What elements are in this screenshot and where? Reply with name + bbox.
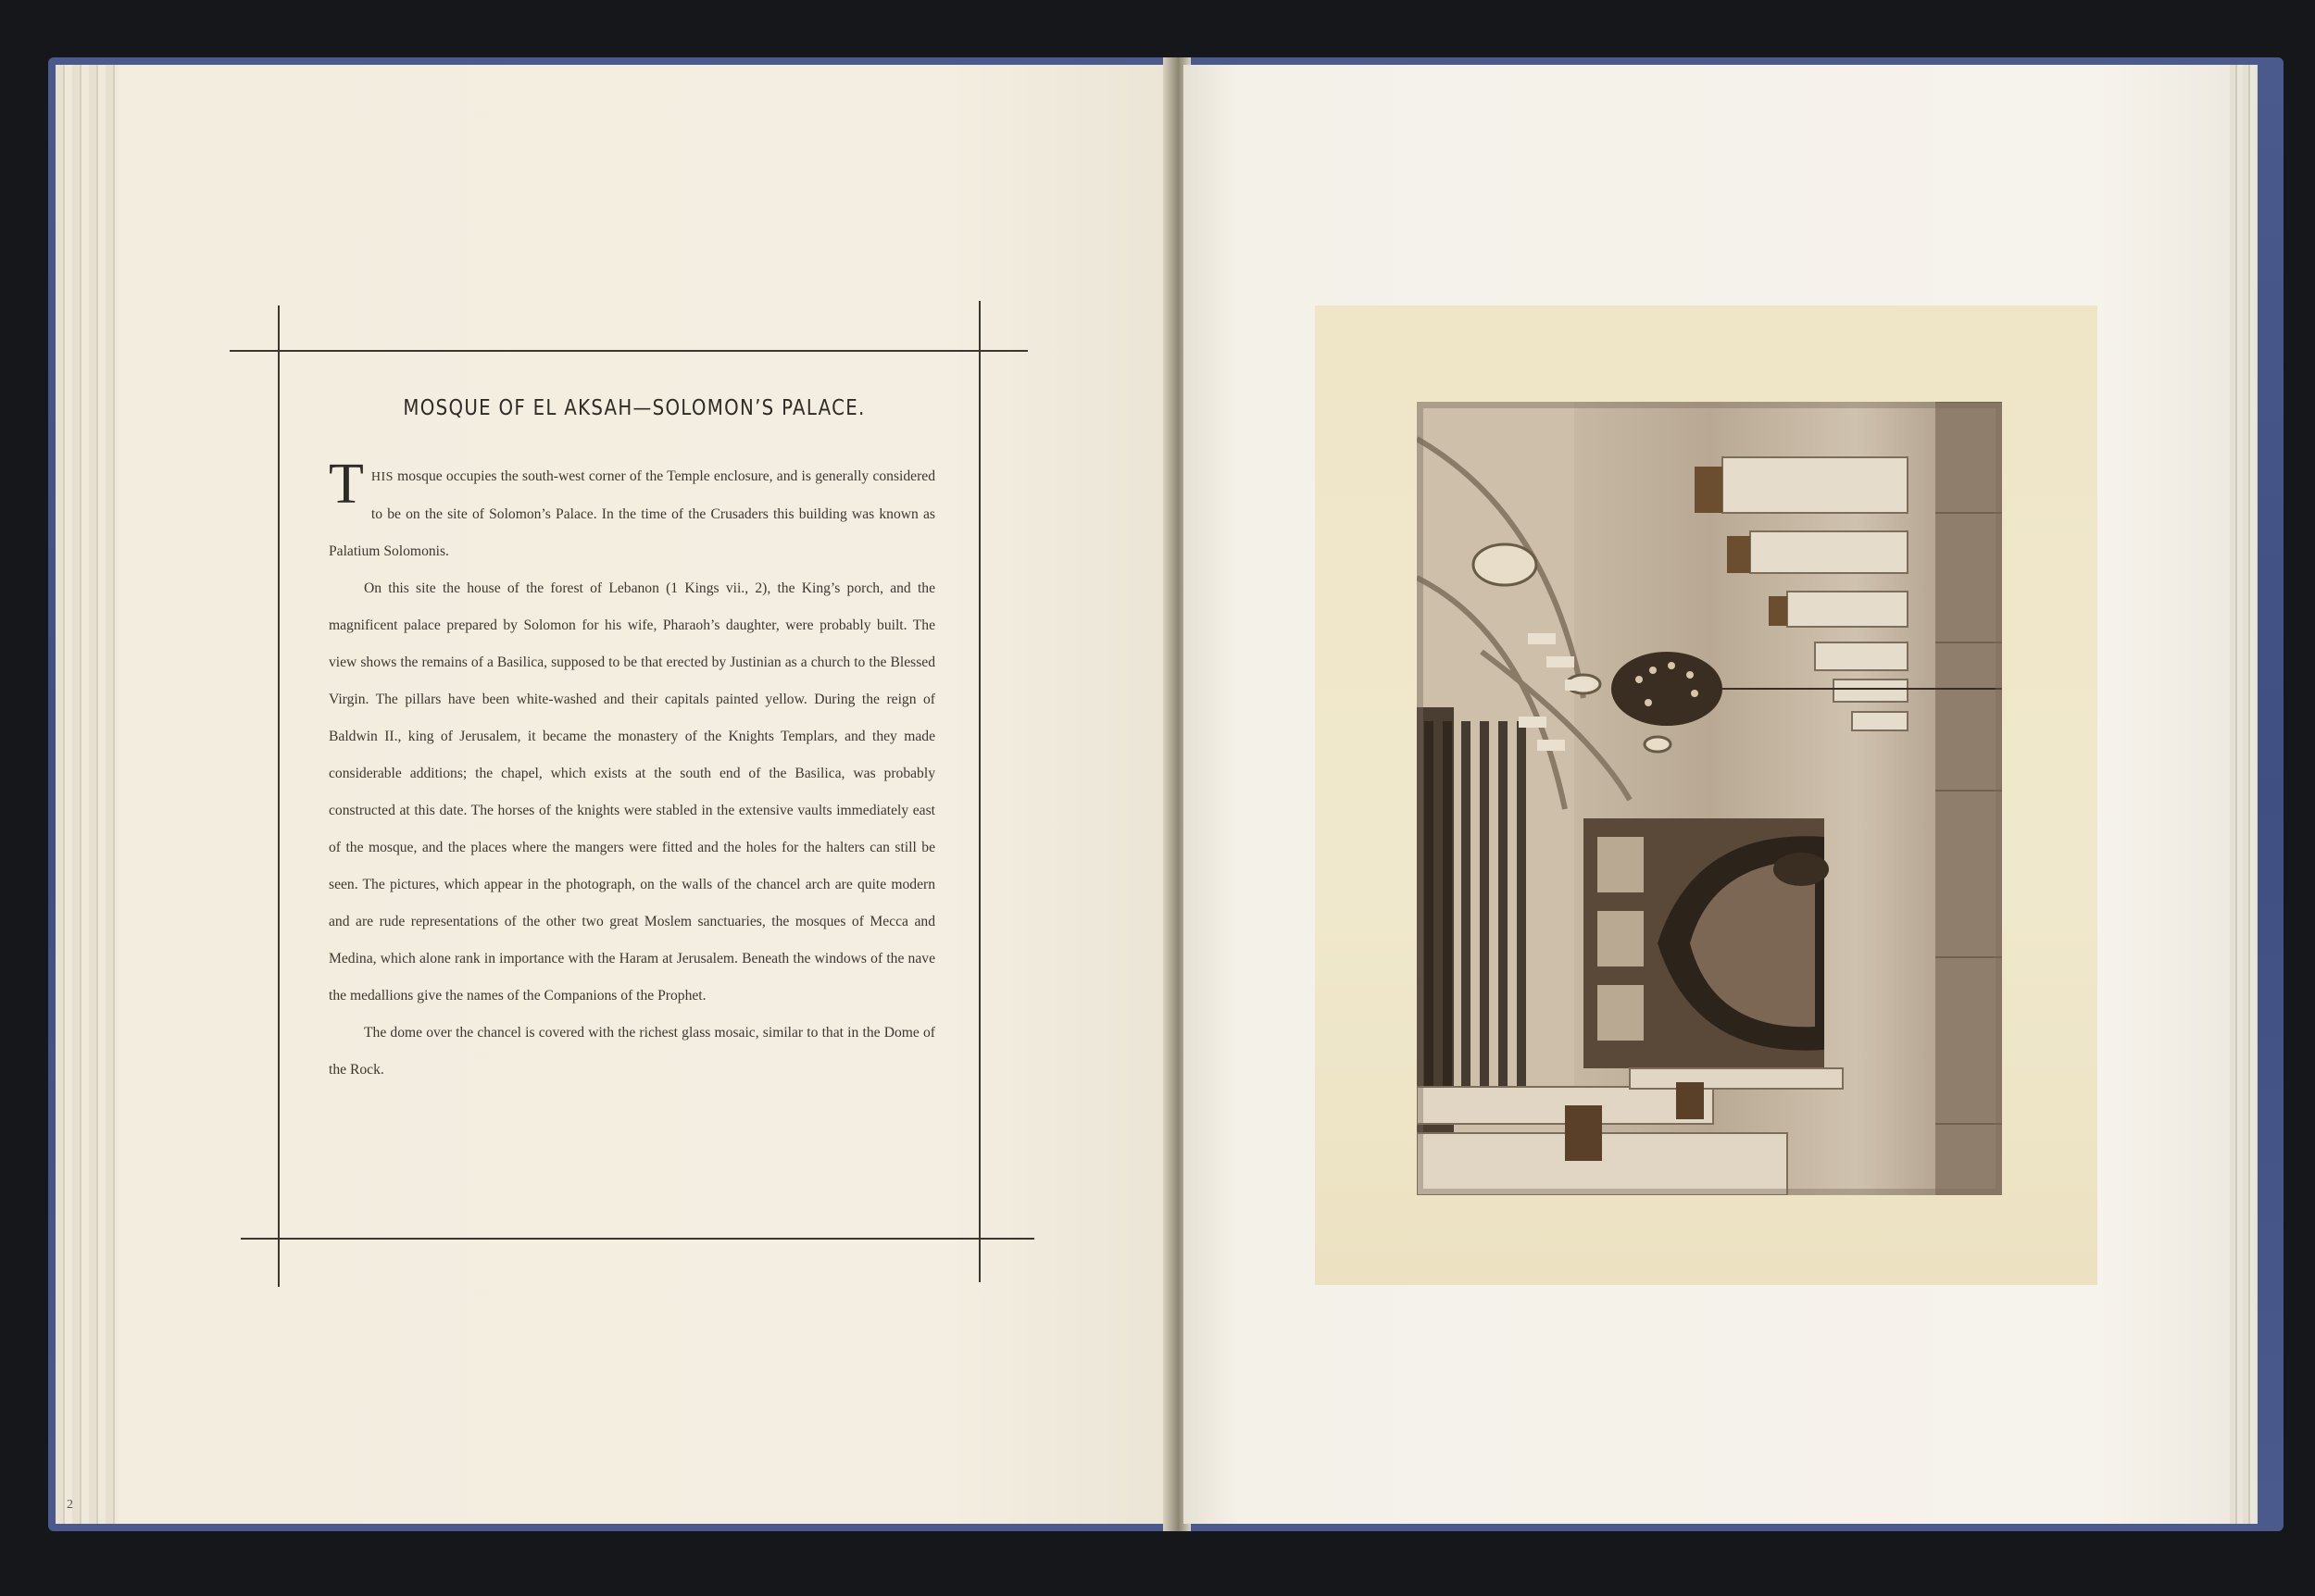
photo-illustration xyxy=(1417,402,2002,1195)
page-number: 2 xyxy=(67,1498,73,1512)
mosque-interior-photograph xyxy=(1417,402,2002,1195)
paragraph-1-text: mosque occupies the south-west corner of the Temple enclosure, and is generally considered to be on the site of Solomon’s Palace. In the time of the Crusaders this building was known as Palatium Solomonis. xyxy=(329,468,935,559)
page-edges xyxy=(56,65,119,1524)
paragraph-1 xyxy=(329,453,935,570)
frame-line-left xyxy=(278,305,280,1287)
frame-line-top xyxy=(230,350,1028,352)
body-text xyxy=(329,453,935,1089)
page-title: MOSQUE OF EL AKSAH—SOLOMON’S PALACE. xyxy=(403,396,866,420)
drop-cap: T xyxy=(329,453,364,516)
paragraph-3: The dome over the chancel is covered with the richest glass mosaic, similar to that in the Dome of the Rock. xyxy=(329,1025,935,1078)
frame-line-bottom xyxy=(241,1238,1034,1240)
page-edges-right xyxy=(2230,65,2258,1524)
drop-cap-rest: HIS xyxy=(370,470,394,484)
paragraph-2: On this site the house of the forest of Lebanon (1 Kings vii., 2), the King’s porch, and the magnificent palace prepared by Solomon for his wife, Pharaoh’s daughter, were probably built. The view shows the remains of a Basilica, supposed to be that erected by Justinian as a church to the Blessed Virgin. The pillars have been white-washed and their capitals painted yellow. During the reign of Baldwin II., king of Jerusalem, it became the monastery of the Knights Templars, and they made considerable additions; the chapel, which exists at the south end of the Basilica, was probably constructed at this date. The horses of the knights were stabled in the extensive vaults immediately east of the mosque, and the places where the mangers were fitted and the holes for the halters can still be seen. The pictures, which appear in the photograph, on the walls of the chancel arch are quite modern and are rude representations of the other two great Moslem sanctuaries, the mosques of Mecca and Medina, which alone rank in importance with the Haram at Jerusalem. Beneath the windows of the nave the medallions give the names of the Companions of the Prophet. xyxy=(329,580,935,1004)
frame-line-right xyxy=(979,301,981,1282)
